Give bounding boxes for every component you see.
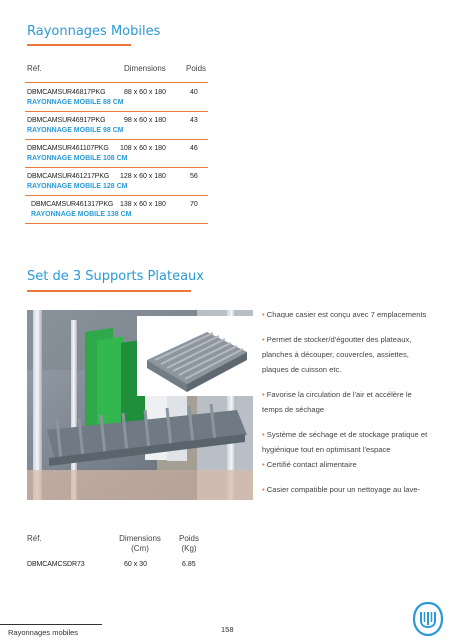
header-divider [25, 82, 208, 83]
header-poids-2 [174, 534, 204, 554]
brand-logo-icon [413, 602, 443, 636]
feature-item [262, 307, 428, 322]
features-list [262, 307, 428, 507]
row-poids: 40 [190, 89, 198, 96]
row-dimensions: 98 x 60 x 180 [124, 117, 167, 124]
row-poids: 46 [190, 145, 198, 152]
row-label: RAYONNAGE MOBILE 128 CM [27, 183, 128, 190]
feature-text: Chaque casier est conçu avec 7 emplacements [266, 310, 427, 319]
section-title-2: Set de 3 Supports Plateaux [27, 269, 204, 284]
page-number: 158 [221, 625, 234, 634]
row-divider [25, 223, 208, 224]
feature-text: Certifié contact alimentaire [266, 460, 357, 469]
row-divider [25, 139, 208, 140]
header-poids: Poids [186, 64, 207, 73]
table-row-dim: 60 x 30 [124, 561, 147, 568]
title-underline-2 [27, 290, 191, 292]
header-poids-unit: (Kg) [181, 544, 197, 553]
feature-item [262, 457, 428, 472]
bullet-dot: • [262, 310, 265, 319]
bullet-dot: • [262, 485, 265, 494]
bullet-dot: • [262, 390, 265, 399]
header-poids-label: Poids [178, 534, 199, 543]
row-label: RAYONNAGE MOBILE 138 CM [31, 211, 132, 218]
bullet-dot: • [262, 335, 265, 344]
header-dimensions-unit: (Cm) [131, 544, 149, 553]
header-dimensions-2 [117, 534, 163, 554]
row-ref: DBMCAMSUR461107PKG [27, 145, 109, 152]
table-row-poids: 6.85 [182, 561, 196, 568]
bullet-dot: • [262, 460, 265, 469]
footer-rule [0, 624, 102, 625]
row-divider [25, 167, 208, 168]
row-divider [25, 195, 208, 196]
row-poids: 43 [190, 117, 198, 124]
row-ref: DBMCAMSUR46917PKG [27, 117, 106, 124]
row-label: RAYONNAGE MOBILE 108 CM [27, 155, 128, 162]
bullet-dot: • [262, 430, 265, 439]
feature-text: Casier compatible pour un nettoyage au lave- [266, 485, 421, 494]
row-divider [25, 111, 208, 112]
header-ref-2: Réf. [27, 534, 42, 543]
title-underline [27, 44, 131, 46]
row-dimensions: 108 x 60 x 180 [120, 145, 166, 152]
row-label: RAYONNAGE MOBILE 88 CM [27, 99, 124, 106]
feature-item [262, 482, 428, 497]
feature-item [262, 387, 428, 417]
row-dimensions: 88 x 60 x 180 [124, 89, 167, 96]
row-dimensions: 138 x 60 x 180 [120, 201, 166, 208]
feature-text: Système de séchage et de stockage pratique et hygiénique tout en optimisant l'espace [262, 430, 428, 454]
header-dimensions-label: Dimensions [119, 534, 161, 543]
row-ref: DBMCAMSUR46817PKG [27, 89, 106, 96]
header-dimensions: Dimensions [124, 64, 166, 73]
feature-text: Favorise la circulation de l'air et accélère le temps de séchage [262, 390, 412, 414]
row-poids: 70 [190, 201, 198, 208]
footer-section: Rayonnages mobiles [8, 628, 79, 637]
row-ref: DBMCAMSUR461317PKG [31, 201, 114, 208]
feature-item [262, 332, 428, 377]
header-ref: Réf. [27, 64, 42, 73]
feature-text: Permet de stocker/d'égoutter des plateaux, planches à découper, couvercles, assiettes, plaques de cuisson etc. [262, 335, 412, 374]
row-ref: DBMCAMSUR461217PKG [27, 173, 110, 180]
table-row-ref: DBMCAMCSDR73 [27, 561, 85, 568]
row-label: RAYONNAGE MOBILE 98 CM [27, 127, 124, 134]
section-title: Rayonnages Mobiles [27, 24, 161, 39]
brand-logo-svg [413, 602, 443, 636]
product-photo-svg [27, 310, 253, 500]
row-poids: 56 [190, 173, 198, 180]
product-photo [27, 310, 253, 500]
row-dimensions: 128 x 60 x 180 [120, 173, 166, 180]
feature-item [262, 427, 428, 457]
